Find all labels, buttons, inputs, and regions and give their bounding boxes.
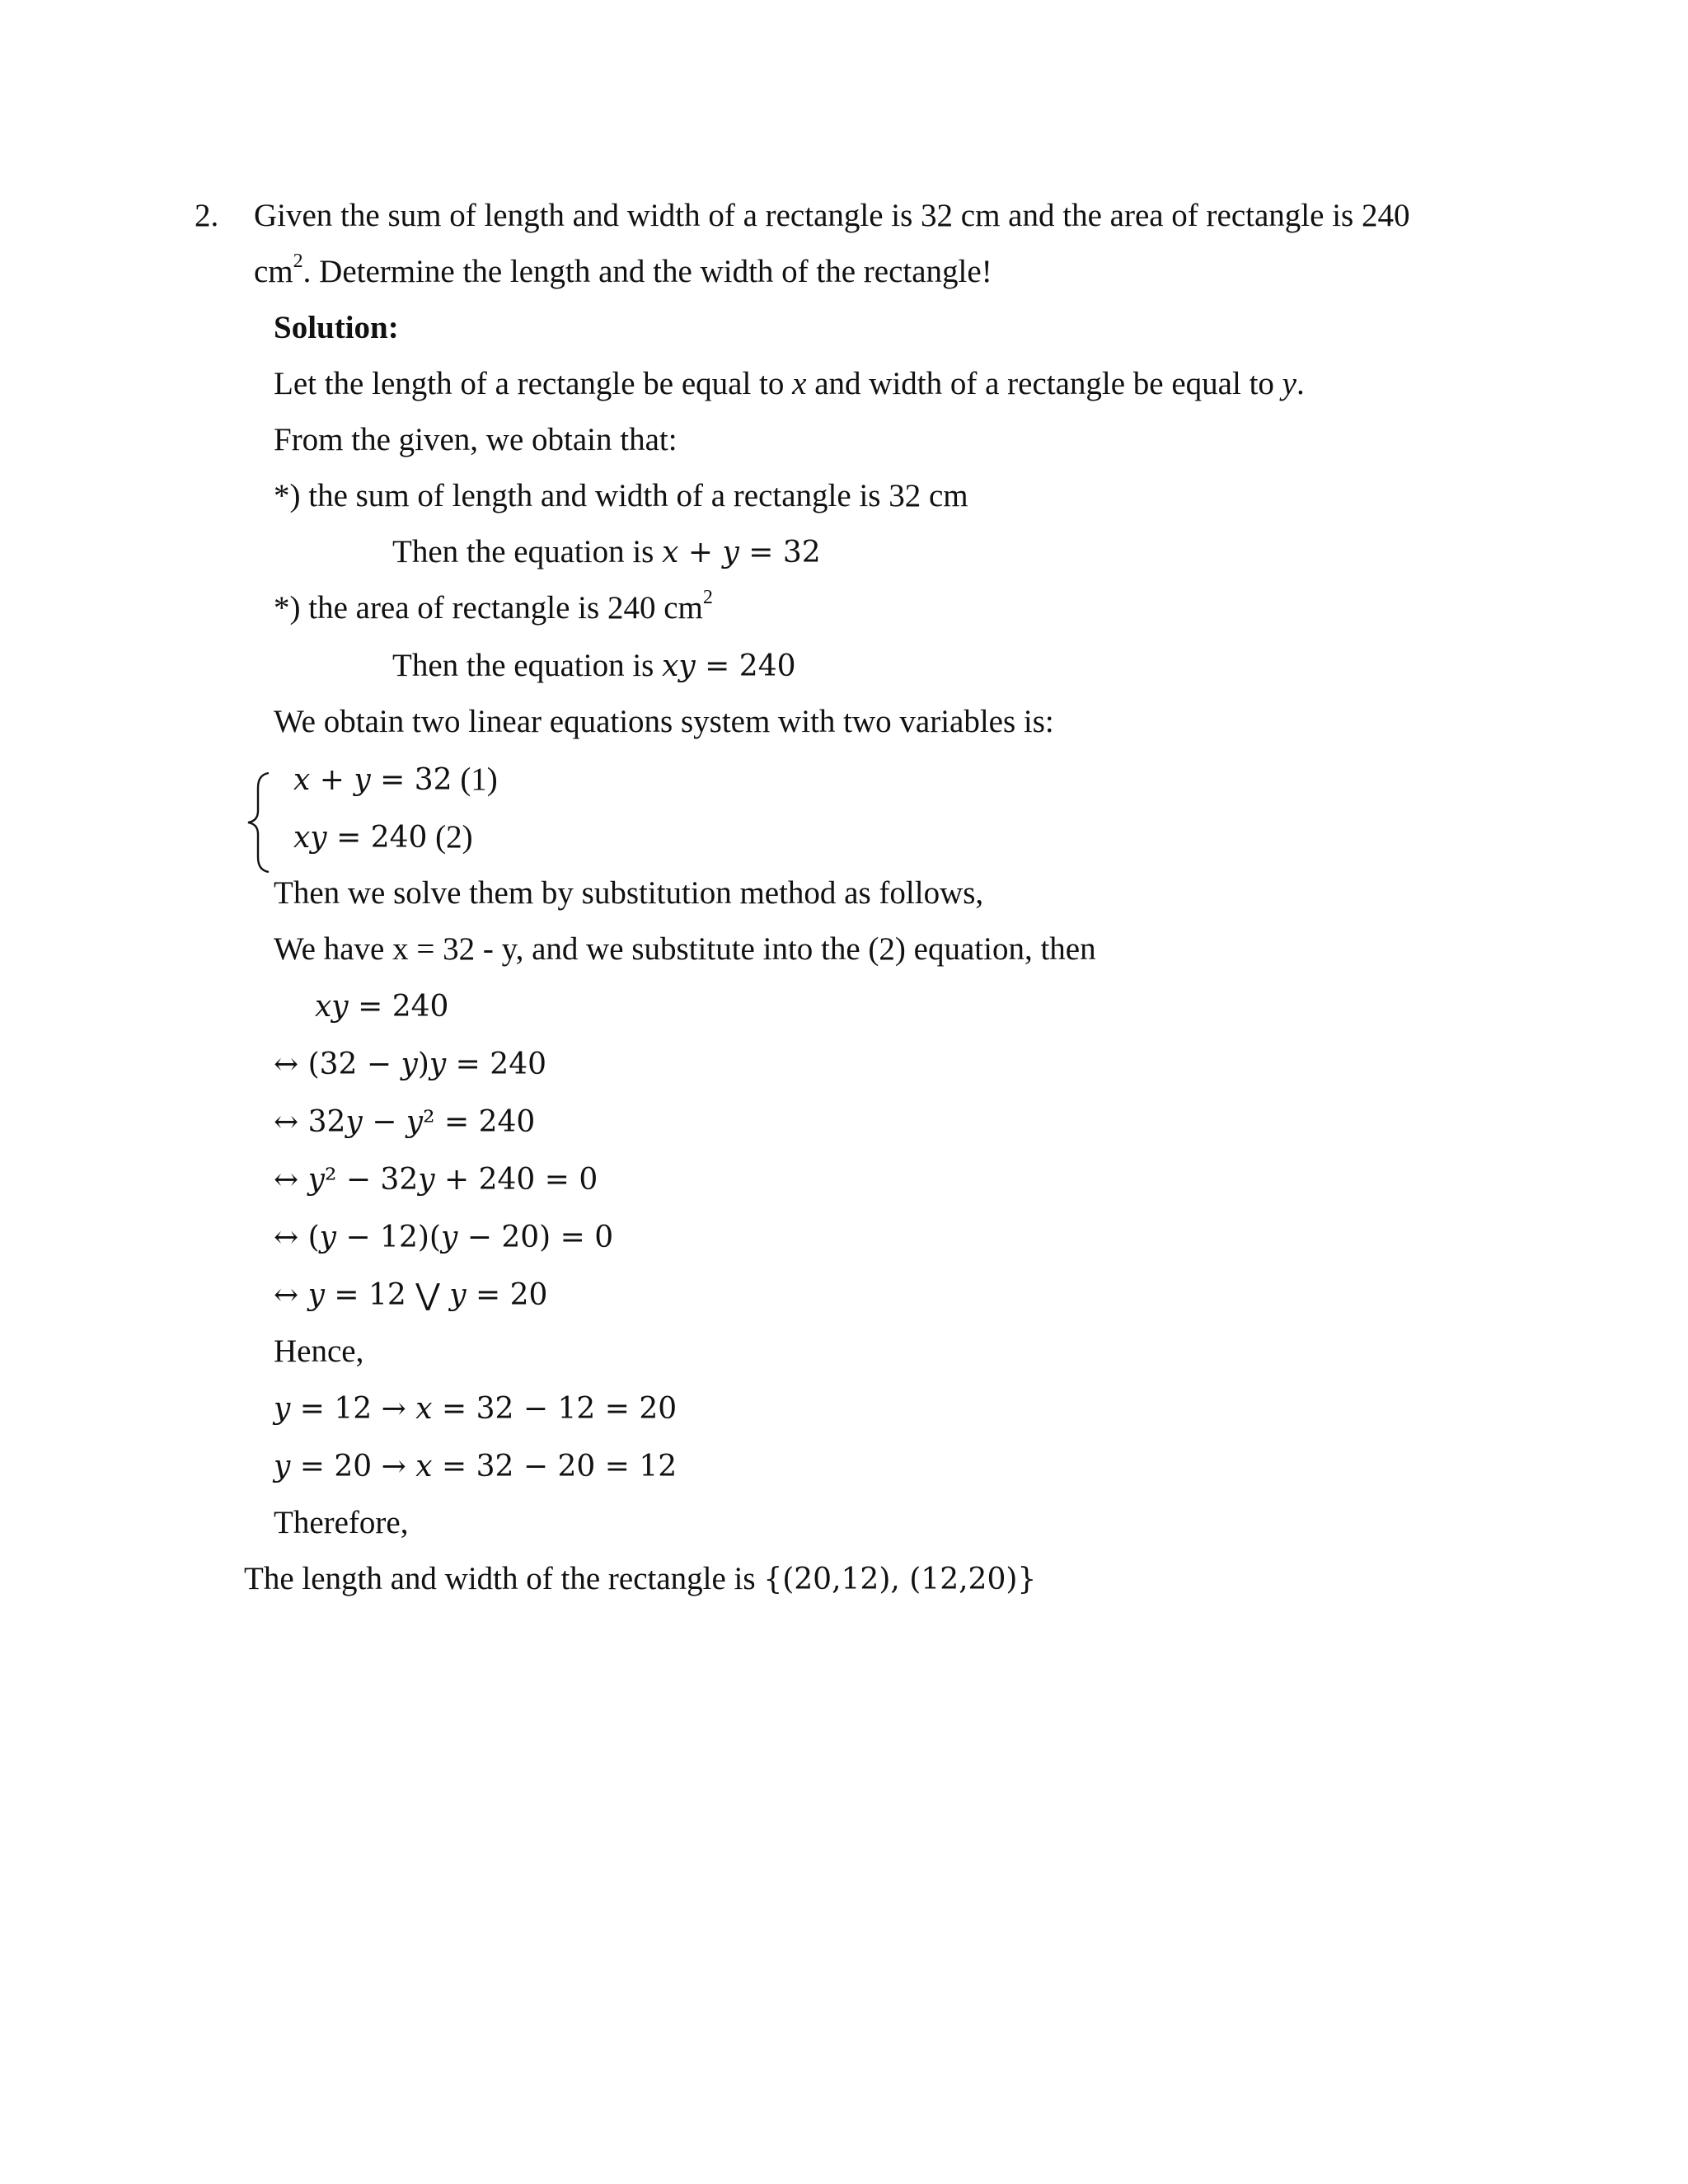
result-2: 𝑦 = 20 → 𝑥 = 32 − 20 = 12 bbox=[274, 1450, 678, 1483]
left-brace-icon bbox=[244, 770, 277, 875]
variable-y: y bbox=[1282, 366, 1296, 401]
therefore-text: Therefore, bbox=[274, 1505, 409, 1540]
step-4: ↔ 𝑦² − 32𝑦 + 240 = 0 bbox=[274, 1163, 598, 1197]
bullet-area-exponent: 2 bbox=[702, 587, 713, 608]
problem-text-line1: Given the sum of length and width of a rectangle is 32 cm and the area of rectangle is 240 bbox=[254, 198, 1410, 233]
conclusion-text: The length and width of the rectangle is bbox=[244, 1561, 764, 1596]
bullet-sum: *) the sum of length and width of a rectangle is 32 cm bbox=[274, 478, 968, 513]
step-6: ↔ 𝑦 = 12 ⋁ 𝑦 = 20 bbox=[274, 1278, 548, 1312]
unit-exponent: 2 bbox=[293, 251, 303, 272]
substitution-text: We have x = 32 - y, and we substitute into the (2) equation, then bbox=[274, 931, 1096, 967]
step-5: ↔ (𝑦 − 12)(𝑦 − 20) = 0 bbox=[274, 1221, 614, 1254]
system-equation-2 bbox=[293, 816, 473, 860]
conclusion bbox=[244, 1558, 1036, 1601]
unit-cm: cm bbox=[254, 254, 293, 289]
system-equation-2-expr: 𝑥𝑦 = 240 bbox=[293, 821, 428, 855]
system-equation-1-expr: 𝑥 + 𝑦 = 32 bbox=[293, 763, 452, 797]
equation-area-prefix: Then the equation is bbox=[392, 648, 663, 683]
system-equation-2-tag: (2) bbox=[427, 819, 473, 855]
system-intro: We obtain two linear equations system with two variables is: bbox=[274, 704, 1054, 739]
problem-question: . Determine the length and the width of the rectangle! bbox=[302, 254, 992, 289]
step-3: ↔ 32𝑦 − 𝑦² = 240 bbox=[274, 1105, 536, 1139]
variable-x: x bbox=[792, 366, 807, 401]
bullet-area bbox=[274, 587, 713, 630]
system-equation-1 bbox=[293, 758, 498, 802]
variable-definition-end: . bbox=[1296, 366, 1305, 401]
problem-number: 2. bbox=[195, 198, 219, 233]
system-equation-1-tag: (1) bbox=[452, 762, 498, 797]
solution-heading: Solution: bbox=[274, 310, 399, 345]
step-2: ↔ (32 − 𝑦)𝑦 = 240 bbox=[274, 1047, 546, 1081]
variable-definition bbox=[274, 363, 1305, 405]
variable-definition-text-2: and width of a rectangle be equal to bbox=[806, 366, 1282, 401]
problem-text-line2 bbox=[254, 251, 992, 293]
equation-sum-line bbox=[392, 531, 821, 574]
bullet-area-text: *) the area of rectangle is 240 cm bbox=[274, 590, 703, 626]
equation-area-line bbox=[392, 644, 796, 688]
hence-text: Hence, bbox=[274, 1333, 364, 1369]
result-1: 𝑦 = 12 → 𝑥 = 32 − 12 = 20 bbox=[274, 1392, 678, 1426]
conclusion-set: {(20,12), (12,20)} bbox=[763, 1563, 1037, 1596]
variable-definition-text-1: Let the length of a rectangle be equal to bbox=[274, 366, 793, 401]
equation-sum-prefix: Then the equation is bbox=[392, 534, 663, 569]
method-text: Then we solve them by substitution method as follows, bbox=[274, 875, 984, 911]
from-given-text: From the given, we obtain that: bbox=[274, 422, 678, 457]
step-1: 𝑥𝑦 = 240 bbox=[315, 990, 449, 1024]
equation-sum: 𝑥 + 𝑦 = 32 bbox=[662, 536, 821, 569]
equation-area: 𝑥𝑦 = 240 bbox=[662, 649, 796, 683]
